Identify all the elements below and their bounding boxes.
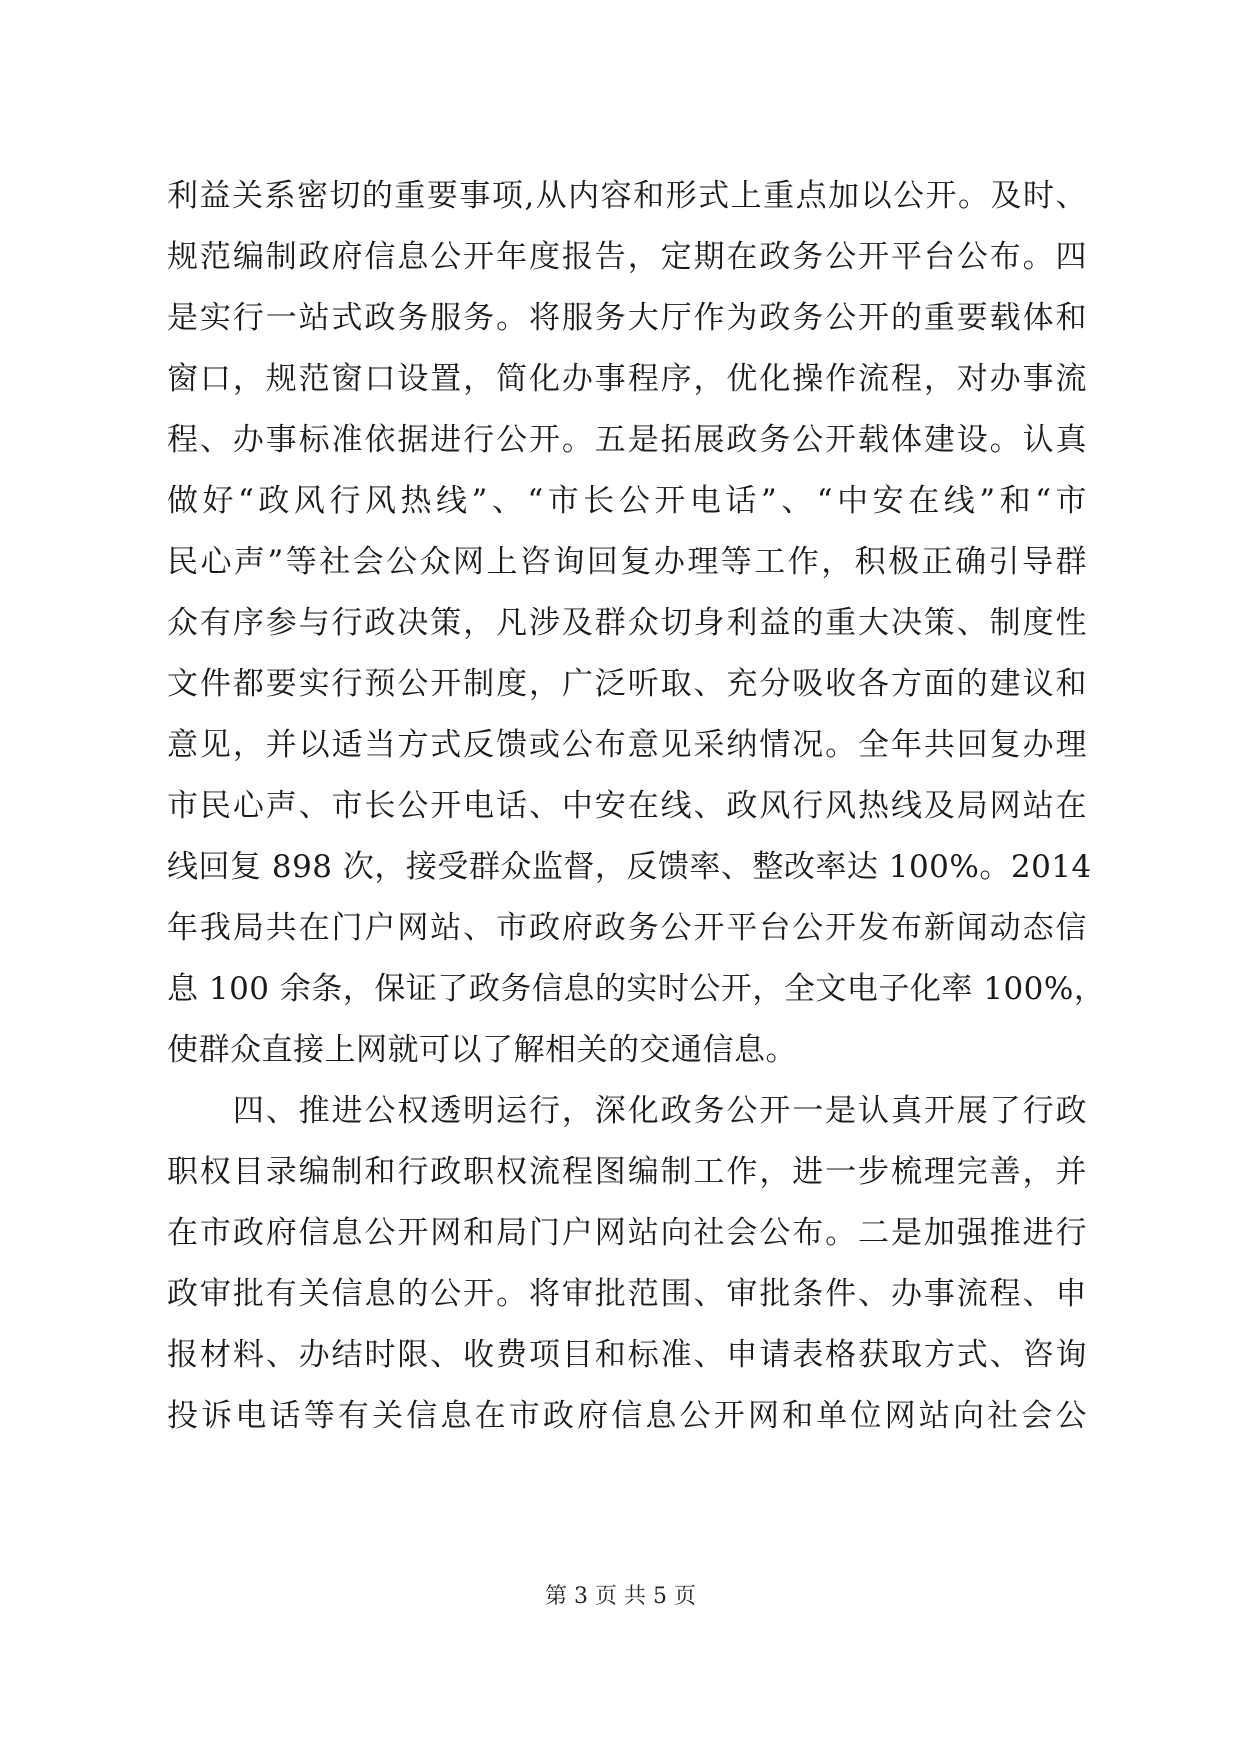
text-line: 规范编制政府信息公开年度报告，定期在政务公开平台公布。四	[167, 239, 1087, 275]
text-line: 政审批有关信息的公开。将审批范围、审批条件、办事流程、申	[167, 1276, 1087, 1312]
text-line-paragraph-end: 使群众直接上网就可以了解相关的交通信息。	[167, 1032, 797, 1068]
text-line: 年我局共在门户网站、市政府政务公开平台公开发布新闻动态信	[167, 910, 1087, 946]
text-line: 在市政府信息公开网和局门户网站向社会公布。二是加强推进行	[167, 1215, 1087, 1251]
text-line: 市民心声、市长公开电话、中安在线、政风行风热线及局网站在	[167, 788, 1087, 824]
body-text	[167, 166, 1106, 1447]
text-line: 意见，并以适当方式反馈或公布意见采纳情况。全年共回复办理	[167, 727, 1087, 763]
text-line: 众有序参与行政决策，凡涉及群众切身利益的重大决策、制度性	[167, 605, 1087, 641]
text-line: 报材料、办结时限、收费项目和标准、申请表格获取方式、咨询	[167, 1337, 1087, 1373]
text-line: 民心声”等社会公众网上咨询回复办理等工作，积极正确引导群	[167, 544, 1087, 580]
text-line: 程、办事标准依据进行公开。五是拓展政务公开载体建设。认真	[167, 422, 1087, 458]
text-line: 投诉电话等有关信息在市政府信息公开网和单位网站向社会公	[167, 1398, 1087, 1434]
text-line: 文件都要实行预公开制度，广泛听取、充分吸收各方面的建议和	[167, 666, 1087, 702]
text-line: 窗口，规范窗口设置，简化办事程序，优化操作流程，对办事流	[167, 361, 1087, 397]
text-line-paragraph-start: 四、推进公权透明运行，深化政务公开一是认真开展了行政	[167, 1093, 1087, 1129]
text-line: 线回复 898 次，接受群众监督，反馈率、整改率达 100%。2014	[167, 849, 1092, 885]
text-line: 是实行一站式政务服务。将服务大厅作为政务公开的重要载体和	[167, 300, 1087, 336]
page-number-footer: 第 3 页 共 5 页	[545, 1584, 696, 1609]
text-line: 做好“政风行风热线”、“市长公开电话”、“中安在线”和“市	[167, 483, 1087, 519]
text-line: 职权目录编制和行政职权流程图编制工作，进一步梳理完善，并	[167, 1154, 1087, 1190]
text-line: 利益关系密切的重要事项,从内容和形式上重点加以公开。及时、	[167, 178, 1087, 214]
text-line: 息 100 余条，保证了政务信息的实时公开，全文电子化率 100%，	[167, 971, 1106, 1007]
